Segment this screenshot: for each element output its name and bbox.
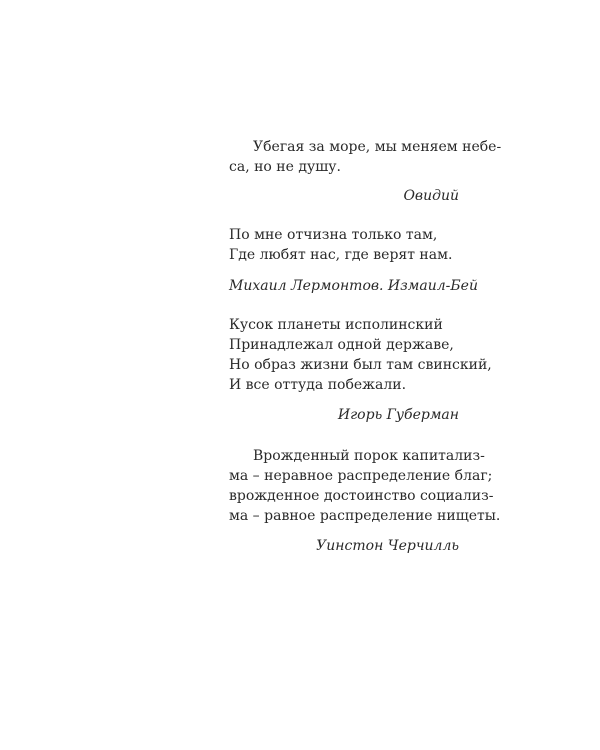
epigraph-lermontov	[229, 225, 478, 296]
quote-line: По мне отчизна только там,	[229, 227, 438, 243]
quote-line: И все оттуда побежали.	[229, 377, 407, 393]
quote-line: Принадлежал одной державе,	[229, 337, 454, 353]
quote-line: ма – неравное распределение благ;	[229, 468, 493, 484]
quote-line: врожденное достоинство социализ-	[229, 488, 494, 504]
epigraph-guberman	[229, 315, 492, 425]
quote-author: Овидий	[403, 188, 459, 204]
epigraph-churchill	[229, 446, 501, 556]
quote-line: ма – равное распределение нищеты.	[229, 508, 501, 524]
quote-author: Игорь Губерман	[337, 407, 459, 423]
quote-line: Где любят нас, где верят нам.	[229, 247, 453, 263]
quote-author: Уинстон Черчилль	[316, 538, 459, 554]
quote-line: Убегая за море, мы меняем небе-	[253, 139, 502, 155]
epigraph-ovid	[229, 137, 502, 206]
quote-author: Михаил Лермонтов. Измаил-Бей	[229, 278, 478, 294]
quote-line: Но образ жизни был там свинский,	[229, 357, 492, 373]
quote-line: са, но не душу.	[229, 159, 341, 175]
quote-line: Кусок планеты исполинский	[229, 317, 443, 333]
quote-line: Врожденный порок капитализ-	[253, 448, 485, 464]
